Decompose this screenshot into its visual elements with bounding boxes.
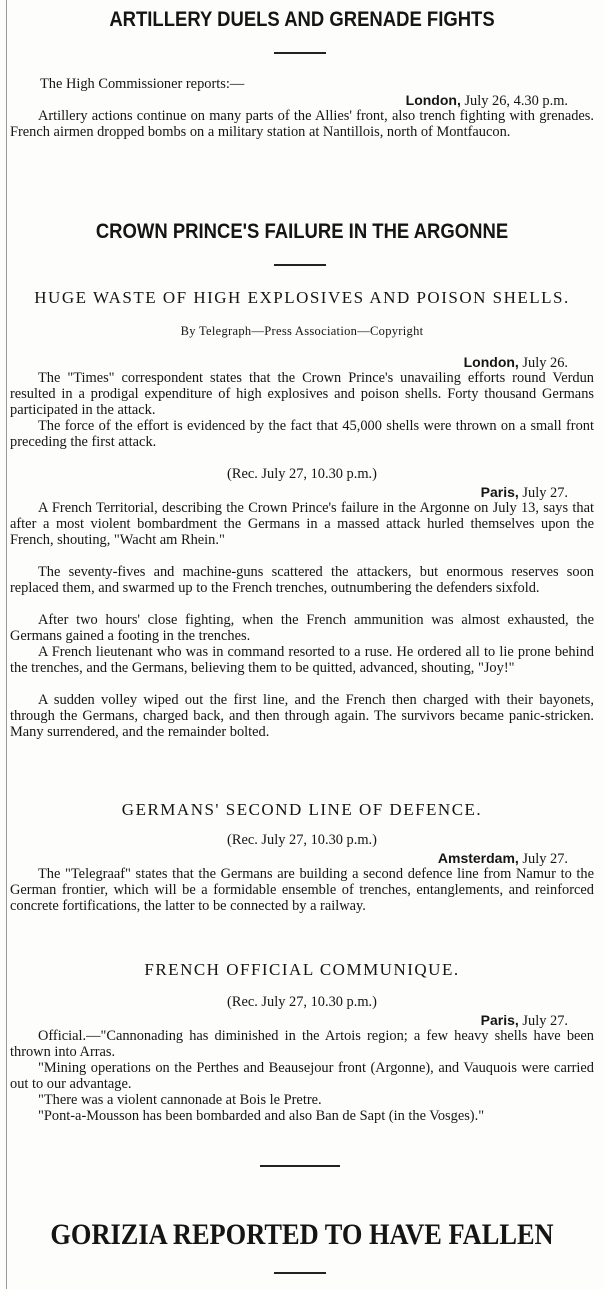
dateline-place: Paris, bbox=[480, 1012, 519, 1028]
dateline-date: July 27. bbox=[522, 1013, 568, 1029]
divider-rule bbox=[274, 1272, 326, 1274]
headline-gorizia: GORIZIA REPORTED TO HAVE FALLEN bbox=[50, 1218, 554, 1251]
received-line: (Rec. July 27, 10.30 p.m.) bbox=[227, 994, 377, 1010]
dateline-place: Amsterdam, bbox=[437, 850, 519, 866]
headline-artillery-duels: ARTILLERY DUELS AND GRENADE FIGHTS bbox=[109, 8, 495, 31]
divider-rule bbox=[274, 52, 326, 54]
received-line: (Rec. July 27, 10.30 p.m.) bbox=[227, 832, 377, 848]
article-paragraph: A French lieutenant who was in command resorted to a ruse. He ordered all to lie prone behind the trenches, and the Germans, believing them to be quitted, advanced, shouting, "Joy!" bbox=[10, 644, 594, 676]
dateline-place: Paris, bbox=[480, 484, 519, 500]
article-paragraph: After two hours' close fighting, when the French ammunition was almost exhausted, the Germans gained a footing in the trenches. bbox=[10, 612, 594, 644]
article-paragraph: A French Territorial, describing the Crown Prince's failure in the Argonne on July 13, says that after a most violent bombardment the Germans in a massed attack hurled themselves upon the French, shouting, "Wacht am Rhein." bbox=[10, 500, 594, 548]
report-intro: The High Commissioner reports:— bbox=[40, 76, 245, 92]
divider-rule bbox=[274, 264, 326, 266]
dateline-place: London, bbox=[405, 92, 461, 108]
received-line: (Rec. July 27, 10.30 p.m.) bbox=[227, 466, 377, 482]
article-paragraph: A sudden volley wiped out the first line, and the French then charged with their bayonets, through the Germans, charged back, and then through again. The survivors became panic-stricken. Many surrendered, and the remainder bolted. bbox=[10, 692, 594, 740]
article-body: The "Telegraaf" states that the Germans are building a second defence line from Namur to the German frontier, which will be a formidable ensemble of trenches, entanglements, and reinforced concrete fortifications, the latter to be connected by a railway. bbox=[10, 866, 594, 914]
dateline-place: London, bbox=[463, 354, 519, 370]
headline-french-communique: FRENCH OFFICIAL COMMUNIQUE. bbox=[144, 960, 460, 979]
dateline-date: July 27. bbox=[522, 485, 568, 501]
article-body: Artillery actions continue on many parts of the Allies' front, also trench fighting with grenades. French airmen dropped bombs on a military station at Nantillois, north of Montfaucon. bbox=[10, 108, 594, 140]
divider-rule bbox=[260, 1165, 340, 1167]
article-paragraph: The "Times" correspondent states that the Crown Prince's unavailing efforts round Verdun resulted in a prodigal expenditure of high explosives and poison shells. Forty thousand Germans participated in the attack. bbox=[10, 370, 594, 418]
article-paragraph: Official.—"Cannonading has diminished in the Artois region; a few heavy shells have been thrown into Arras. bbox=[10, 1028, 594, 1060]
column-edge-line bbox=[6, 0, 7, 1289]
article-paragraph: "There was a violent cannonade at Bois le Pretre. bbox=[38, 1092, 322, 1108]
article-paragraph: The force of the effort is evidenced by the fact that 45,000 shells were thrown on a small front preceding the first attack. bbox=[10, 418, 594, 450]
article-paragraph: The seventy-fives and machine-guns scattered the attackers, but enormous reserves soon replaced them, and swarmed up to the French trenches, outnumbering the defenders sixfold. bbox=[10, 564, 594, 596]
press-credit: By Telegraph—Press Association—Copyright bbox=[180, 324, 424, 338]
headline-second-line-defence: GERMANS' SECOND LINE OF DEFENCE. bbox=[121, 800, 483, 819]
dateline-date: July 26, 4.30 p.m. bbox=[464, 93, 568, 109]
headline-crown-prince: CROWN PRINCE'S FAILURE IN THE ARGONNE bbox=[95, 220, 509, 243]
dateline-date: July 26. bbox=[522, 355, 568, 371]
subheadline-huge-waste: HUGE WASTE OF HIGH EXPLOSIVES AND POISON SHELLS. bbox=[34, 288, 570, 307]
dateline-date: July 27. bbox=[522, 851, 568, 867]
article-paragraph: "Mining operations on the Perthes and Beausejour front (Argonne), and Vauquois were carried out to our advantage. bbox=[10, 1060, 594, 1092]
article-paragraph: "Pont-a-Mousson has been bombarded and also Ban de Sapt (in the Vosges)." bbox=[38, 1108, 485, 1124]
